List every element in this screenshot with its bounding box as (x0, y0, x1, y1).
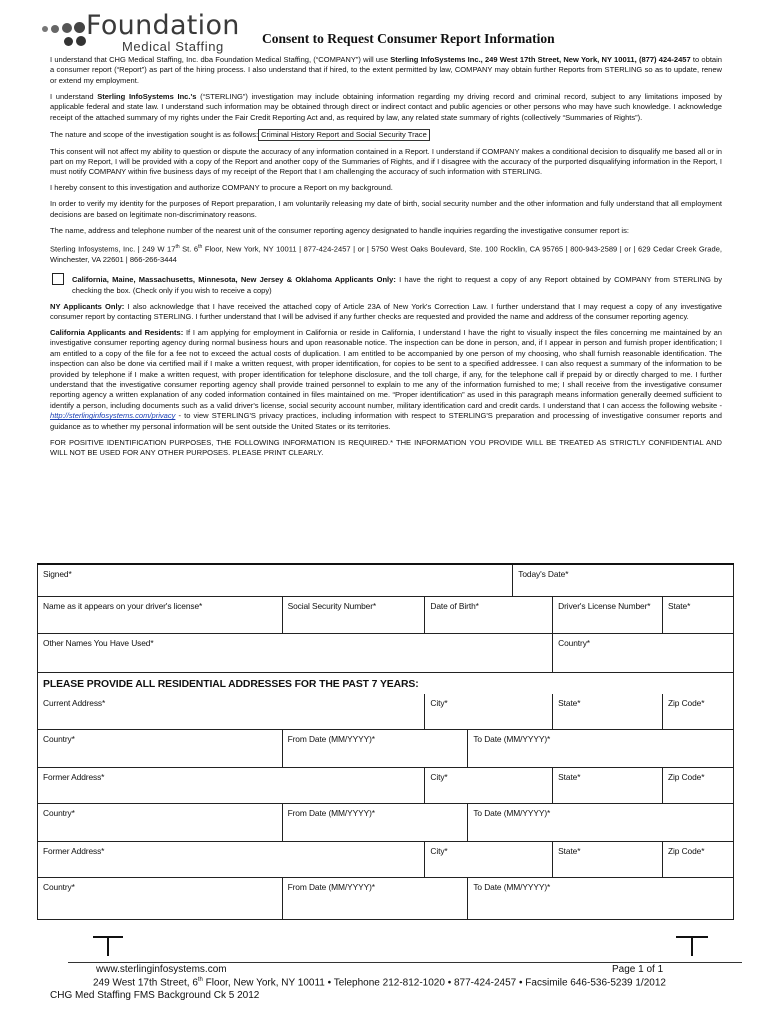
former-city-2-field[interactable]: City* (425, 842, 553, 878)
applicant-form (37, 563, 734, 920)
scope-field: Criminal History Report and Social Security Trace (258, 129, 430, 141)
signed-field[interactable]: Signed* (38, 564, 513, 596)
former-to-date-2-field[interactable]: To Date (MM/YYYY)* (468, 878, 734, 920)
residential-addresses-heading: PLEASE PROVIDE ALL RESIDENTIAL ADDRESSES FOR THE PAST 7 YEARS: (38, 672, 734, 694)
former-address-1-field[interactable]: Former Address* (38, 768, 425, 804)
current-city-field[interactable]: City* (425, 694, 553, 730)
footer-doc-id: CHG Med Staffing FMS Background Ck 5 2012 (50, 990, 260, 1001)
ssn-field[interactable]: Social Security Number* (282, 596, 425, 633)
alignment-mark-left-stem (107, 936, 109, 956)
current-from-date-field[interactable]: From Date (MM/YYYY)* (282, 730, 468, 768)
current-state-field[interactable]: State* (553, 694, 663, 730)
former-from-date-2-field[interactable]: From Date (MM/YYYY)* (282, 878, 468, 920)
paragraph-identification-notice: FOR POSITIVE IDENTIFICATION PURPOSES, THE FOLLOWING INFORMATION IS REQUIRED.* THE INFORMATION YOU PROVIDE WILL BE TREATED AS STRICTLY CONFIDENTIAL AND WILL NOT BE USED FOR ANY OTHER PURPOSES. PLEASE PRINT CLEARLY. (50, 437, 722, 458)
paragraph-company: I understand that CHG Medical Staffing, Inc. dba Foundation Medical Staffing, (“COMPANY”) will use Sterling InfoSystems Inc., 249 West 17th Street, New York, NY 10011, (877) 424-2457 to obtain a consumer report (“Report”) as part of the hiring process. I also understand that if hired, to the extent permitted by law, COMPANY may obtain further Reports from STERLING so as to update, renew or extend my employment. (50, 55, 722, 85)
paragraph-dispute: This consent will not affect my ability to question or dispute the accuracy of any information contained in a Report. I understand if COMPANY makes a conditional decision to disqualify me based all or in part on my Report, I will be provided with a copy of the Report and another copy of the Summaries of Rights, and if I disagree with the accuracy of the purported disqualifying information in the Report, I must notify COMPANY within five business days of my receipt of the Report that I am challenging the accuracy of such information with STERLING. (50, 146, 722, 177)
paragraph-identity: In order to verify my identity for the purposes of Report preparation, I am voluntarily releasing my date of birth, social security number and the other information and fully understand that all employment decisions are based on legitimate non-discriminatory reasons. (50, 199, 722, 219)
paragraph-state-applicants: California, Maine, Massachusetts, Minnesota, New Jersey & Oklahoma Applicants Only: I have the right to request a copy of any Report obtained by COMPANY from STERLING by checking the box. (Check only if you wish to receive a copy) (50, 275, 722, 296)
former-state-2-field[interactable]: State* (553, 842, 663, 878)
logo-subtitle: Medical Staffing (122, 39, 224, 54)
page-footer (50, 964, 722, 1003)
paragraph-agency: The name, address and telephone number of the nearest unit of the consumer reporting agency designated to handle inquiries regarding the investigative consumer report is: (50, 225, 629, 235)
former-country-1-field[interactable]: Country* (38, 804, 283, 842)
former-state-1-field[interactable]: State* (553, 768, 663, 804)
license-state-field[interactable]: State* (663, 596, 734, 633)
todays-date-field[interactable]: Today's Date* (513, 564, 734, 596)
footer-website: www.sterlinginfosystems.com (96, 964, 227, 975)
paragraph-ny-applicants: NY Applicants Only: I also acknowledge that I have received the attached copy of Article 23A of New York's Correction Law. I further understand that I may request a copy of any investigative consumer report by contacting STERLING. I further understand that I will be advised if any further checks are requested and provided the name and address of the consumer reporting agency. (50, 301, 722, 321)
paragraph-investigation: I understand Sterling InfoSystems Inc.'s (“STERLING”) investigation may include obtaining information regarding my driving record and criminal record, subject to any limitations imposed by applicable federal and state law. I understand such information may be obtained through direct or indirect contact and public agencies or other persons who may have such knowledge. I acknowledge receipt of the attached summary of my rights under the Fair Credit Reporting Act and, as required by law, any related state summary of rights (collectively “Summaries of Rights”). (50, 91, 722, 122)
license-name-field[interactable]: Name as it appears on your driver's license* (38, 596, 283, 633)
other-names-country-field[interactable]: Country* (553, 633, 734, 672)
former-to-date-1-field[interactable]: To Date (MM/YYYY)* (468, 804, 734, 842)
footer-divider (68, 962, 742, 963)
other-names-field[interactable]: Other Names You Have Used* (38, 633, 553, 672)
former-city-1-field[interactable]: City* (425, 768, 553, 804)
former-country-2-field[interactable]: Country* (38, 878, 283, 920)
current-country-field[interactable]: Country* (38, 730, 283, 768)
license-number-field[interactable]: Driver's License Number* (553, 596, 663, 633)
alignment-mark-right-stem (691, 936, 693, 956)
paragraph-consent: I hereby consent to this investigation and authorize COMPANY to procure a Report on my background. (50, 183, 393, 193)
paragraph-california: California Applicants and Residents: If I am applying for employment in California or reside in California, I understand I have the right to visually inspect the files concerning me maintained by an investigative consumer reporting agency during normal business hours and upon reasonable notice. The inspection can be done in person, and, if I appear in person and furnish proper identification; I am entitled to a copy of the file for a fee not to exceed the actual costs of duplication. I am entitled to be accompanied by one person of my choosing, who shall furnish reasonable identification. The inspection can also be done via certified mail if I make a written request, with proper identification, for copies to be sent to a specified addressee. I can also request a summary of the information to be provided by telephone if I make a written request, with proper identification for telephone disclosure, and the toll charge, if any, for the telephone call if prepaid by or directly charged to me. I further understand that the investigative consumer reporting agency shall provide trained personnel to explain to me any of the information furnished to me; I shall receive from the investigative consumer reporting agency a written explanation of any coded information contained in files maintained on me. “Proper identification” as used in this paragraph means information generally deemed sufficient to identify a person, including documents such as a valid driver's license, social security account number, military identification card and credit cards. I understand that I can access the following website - http://sterlinginfosystems.com/privacy - to view STERLING'S privacy practices, including information with respect to STERLING'S preparation and processing of investigative consumer reports and guidance as to whether my personal information will be sent outside the United States or its territories. (50, 327, 722, 431)
former-zip-2-field[interactable]: Zip Code* (663, 842, 734, 878)
current-address-field[interactable]: Current Address* (38, 694, 425, 730)
former-address-2-field[interactable]: Former Address* (38, 842, 425, 878)
former-zip-1-field[interactable]: Zip Code* (663, 768, 734, 804)
current-zip-field[interactable]: Zip Code* (663, 694, 734, 730)
current-to-date-field[interactable]: To Date (MM/YYYY)* (468, 730, 734, 768)
paragraph-agency-address: Sterling Infosystems, Inc. | 249 W 17th St. 6th Floor, New York, NY 10011 | 877-424-2457 | or | 5750 West Oaks Boulevard, Ste. 100 Rocklin, CA 95765 | 800-943-2589 | or | 629 Cedar Creek Grade, Winchester, VA 22601 | 866-266-3444 (50, 243, 722, 264)
dob-field[interactable]: Date of Birth* (425, 596, 553, 633)
footer-page-number: Page 1 of 1 (612, 964, 664, 975)
footer-address: 249 West 17th Street, 6th Floor, New York, NY 10011 • Telephone 212-812-1020 • 877-424-2457 • Facsimile 646-536-5239 1/2012 (93, 977, 666, 989)
page-title: Consent to Request Consumer Report Information (262, 31, 555, 46)
privacy-link[interactable]: http://sterlinginfosystems.com/privacy (50, 411, 176, 421)
consent-body (50, 55, 722, 464)
logo-wordmark: Foundation (86, 10, 240, 41)
former-from-date-1-field[interactable]: From Date (MM/YYYY)* (282, 804, 468, 842)
company-logo (40, 10, 250, 52)
paragraph-scope: The nature and scope of the investigation sought is as follows: Criminal History Report and Social Security Trace (50, 129, 722, 141)
copy-request-checkbox[interactable] (52, 273, 64, 285)
